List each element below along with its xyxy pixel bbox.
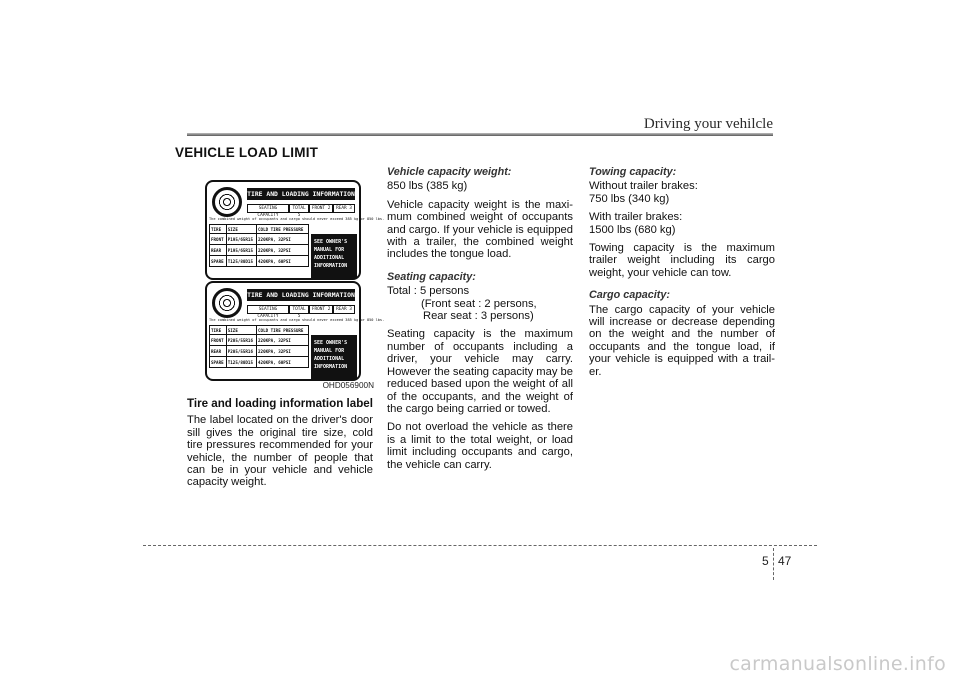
overload-warning: Do not overload the vehicle as there is a limit to the total weight, or load limit including occupants and cargo, the vehicle can carry. bbox=[387, 421, 573, 471]
vehicle-capacity-weight-title: Vehicle capacity weight: bbox=[387, 166, 512, 178]
table-cell: P195/65R15 bbox=[226, 245, 256, 256]
table-row bbox=[210, 326, 309, 335]
see-manual-box bbox=[311, 234, 357, 278]
tire-label-heading: Tire and loading information label bbox=[187, 397, 373, 410]
table-header: SIZE bbox=[226, 326, 256, 335]
table-row bbox=[210, 335, 309, 346]
table-header: TIRE bbox=[210, 326, 227, 335]
label-title: TIRE AND LOADING INFORMATION bbox=[247, 291, 355, 299]
table-row bbox=[210, 346, 309, 357]
table-cell: 420KPA, 60PSI bbox=[257, 256, 309, 267]
seating-capacity-body: Seating capacity is the maximum number of occupants including a driver, your vehicle may carry. However the seating capacity may be reduced based upon the weight of all of the occupants, and the weight of the cargo being carried or towed. bbox=[387, 328, 573, 415]
table-cell: REAR bbox=[210, 245, 227, 256]
tire-label-figure bbox=[198, 175, 385, 395]
table-cell: SPARE bbox=[210, 256, 227, 267]
seat-cell: TOTAL 5 bbox=[289, 305, 309, 314]
tire-pressure-table bbox=[209, 224, 309, 267]
table-header: COLD TIRE PRESSURE bbox=[257, 326, 309, 335]
see-manual-line: ADDITIONAL bbox=[314, 255, 345, 261]
table-cell: T125/80D15 bbox=[226, 357, 256, 368]
table-header: COLD TIRE PRESSURE bbox=[257, 225, 309, 234]
table-cell: P205/55R16 bbox=[226, 335, 256, 346]
see-manual-box bbox=[311, 335, 357, 379]
table-cell: FRONT bbox=[210, 335, 227, 346]
chapter-number: 5 bbox=[762, 554, 769, 568]
running-header: Driving your vehilcle bbox=[643, 116, 773, 132]
table-cell: FRONT bbox=[210, 234, 227, 245]
towing-with-value: 1500 lbs (680 kg) bbox=[589, 223, 676, 236]
tire-pressure-table bbox=[209, 325, 309, 368]
column-1 bbox=[187, 398, 373, 495]
table-row bbox=[210, 256, 309, 267]
tire-label-body: The label located on the driver's door sill gives the original tire size, cold tire pressures recommended for your vehicle, the number of people that can be in your vehicle and vehicle capacity weight. bbox=[187, 414, 373, 489]
see-manual-line: MANUAL FOR bbox=[314, 247, 345, 253]
table-cell: SPARE bbox=[210, 357, 227, 368]
table-header: TIRE bbox=[210, 225, 227, 234]
label-title: TIRE AND LOADING INFORMATION bbox=[247, 190, 355, 198]
towing-with-label: With trailer brakes: bbox=[589, 211, 683, 224]
seating-total: Total : 5 persons bbox=[387, 285, 470, 298]
section-title: VEHICLE LOAD LIMIT bbox=[175, 145, 319, 160]
seat-cell: TOTAL 5 bbox=[289, 204, 309, 213]
column-3 bbox=[589, 166, 775, 384]
tire-icon bbox=[212, 288, 242, 318]
table-row bbox=[210, 234, 309, 245]
footer-rule bbox=[143, 545, 817, 546]
table-cell: 220KPA, 32PSI bbox=[257, 346, 309, 357]
seating-capacity-title: Seating capacity: bbox=[387, 270, 476, 283]
table-cell: P195/65R15 bbox=[226, 234, 256, 245]
seat-cell: REAR 3 bbox=[333, 204, 355, 213]
see-manual-line: SEE OWNER'S bbox=[314, 239, 348, 245]
page-number: 47 bbox=[778, 554, 792, 568]
tire-loading-label bbox=[205, 180, 385, 280]
page-number-divider bbox=[773, 548, 774, 580]
tire-loading-label bbox=[205, 281, 385, 381]
table-cell: T125/80D15 bbox=[226, 256, 256, 267]
seating-capacity-row bbox=[247, 305, 355, 319]
towing-without-label: Without trailer brakes: bbox=[589, 180, 698, 193]
see-manual-line: SEE OWNER'S bbox=[314, 340, 348, 346]
vehicle-capacity-weight-value: 850 lbs (385 kg) bbox=[387, 180, 468, 193]
table-cell: 220KPA, 32PSI bbox=[257, 234, 309, 245]
label-warning: The combined weight of occupants and cargo should never exceed 385 kg or 850 lbs. bbox=[209, 318, 385, 322]
tire-icon bbox=[212, 187, 242, 217]
see-manual-line: MANUAL FOR bbox=[314, 348, 345, 354]
seat-cell: REAR 3 bbox=[333, 305, 355, 314]
watermark: carmanualsonline.info bbox=[729, 653, 946, 675]
cargo-capacity-title: Cargo capacity: bbox=[589, 289, 671, 302]
vehicle-capacity-weight-body: Vehicle capacity weight is the maxi-mum combined weight of occupants and cargo. If your vehicle is equipped with a trailer, the combined weight includes the tongue load. bbox=[387, 198, 573, 261]
header-rule bbox=[187, 133, 773, 136]
seating-rear: Rear seat : 3 persons) bbox=[423, 310, 534, 323]
table-cell: 220KPA, 32PSI bbox=[257, 245, 309, 256]
see-manual-line: INFORMATION bbox=[314, 364, 348, 370]
table-row bbox=[210, 357, 309, 368]
seat-cell: FRONT 2 bbox=[309, 204, 333, 213]
towing-capacity-body: Towing capacity is the maximum trailer weight including its cargo weight, your vehicle can tow. bbox=[589, 242, 775, 279]
seating-front: (Front seat : 2 persons, bbox=[421, 297, 537, 310]
see-manual-line: ADDITIONAL bbox=[314, 356, 345, 362]
seating-capacity-row bbox=[247, 204, 355, 218]
seat-cell: FRONT 2 bbox=[309, 305, 333, 314]
table-header: SIZE bbox=[226, 225, 256, 234]
towing-capacity-title: Towing capacity: bbox=[589, 166, 677, 178]
table-row bbox=[210, 225, 309, 234]
column-2 bbox=[387, 166, 573, 477]
label-warning: The combined weight of occupants and cargo should never exceed 385 kg or 850 lbs. bbox=[209, 217, 385, 221]
table-cell: 220KPA, 32PSI bbox=[257, 335, 309, 346]
table-cell: P205/55R16 bbox=[226, 346, 256, 357]
table-row bbox=[210, 245, 309, 256]
figure-code: OHD056900N bbox=[322, 381, 374, 390]
seat-cell: SEATING CAPACITY bbox=[247, 204, 289, 213]
cargo-capacity-body: The cargo capacity of your vehicle will increase or decrease depending on the weight and the number of occupants and the tongue load, if your vehicle is equipped with a trail-er. bbox=[589, 303, 775, 378]
towing-without-value: 750 lbs (340 kg) bbox=[589, 192, 670, 205]
seat-cell: SEATING CAPACITY bbox=[247, 305, 289, 314]
see-manual-line: INFORMATION bbox=[314, 263, 348, 269]
table-cell: REAR bbox=[210, 346, 227, 357]
table-cell: 420KPA, 60PSI bbox=[257, 357, 309, 368]
